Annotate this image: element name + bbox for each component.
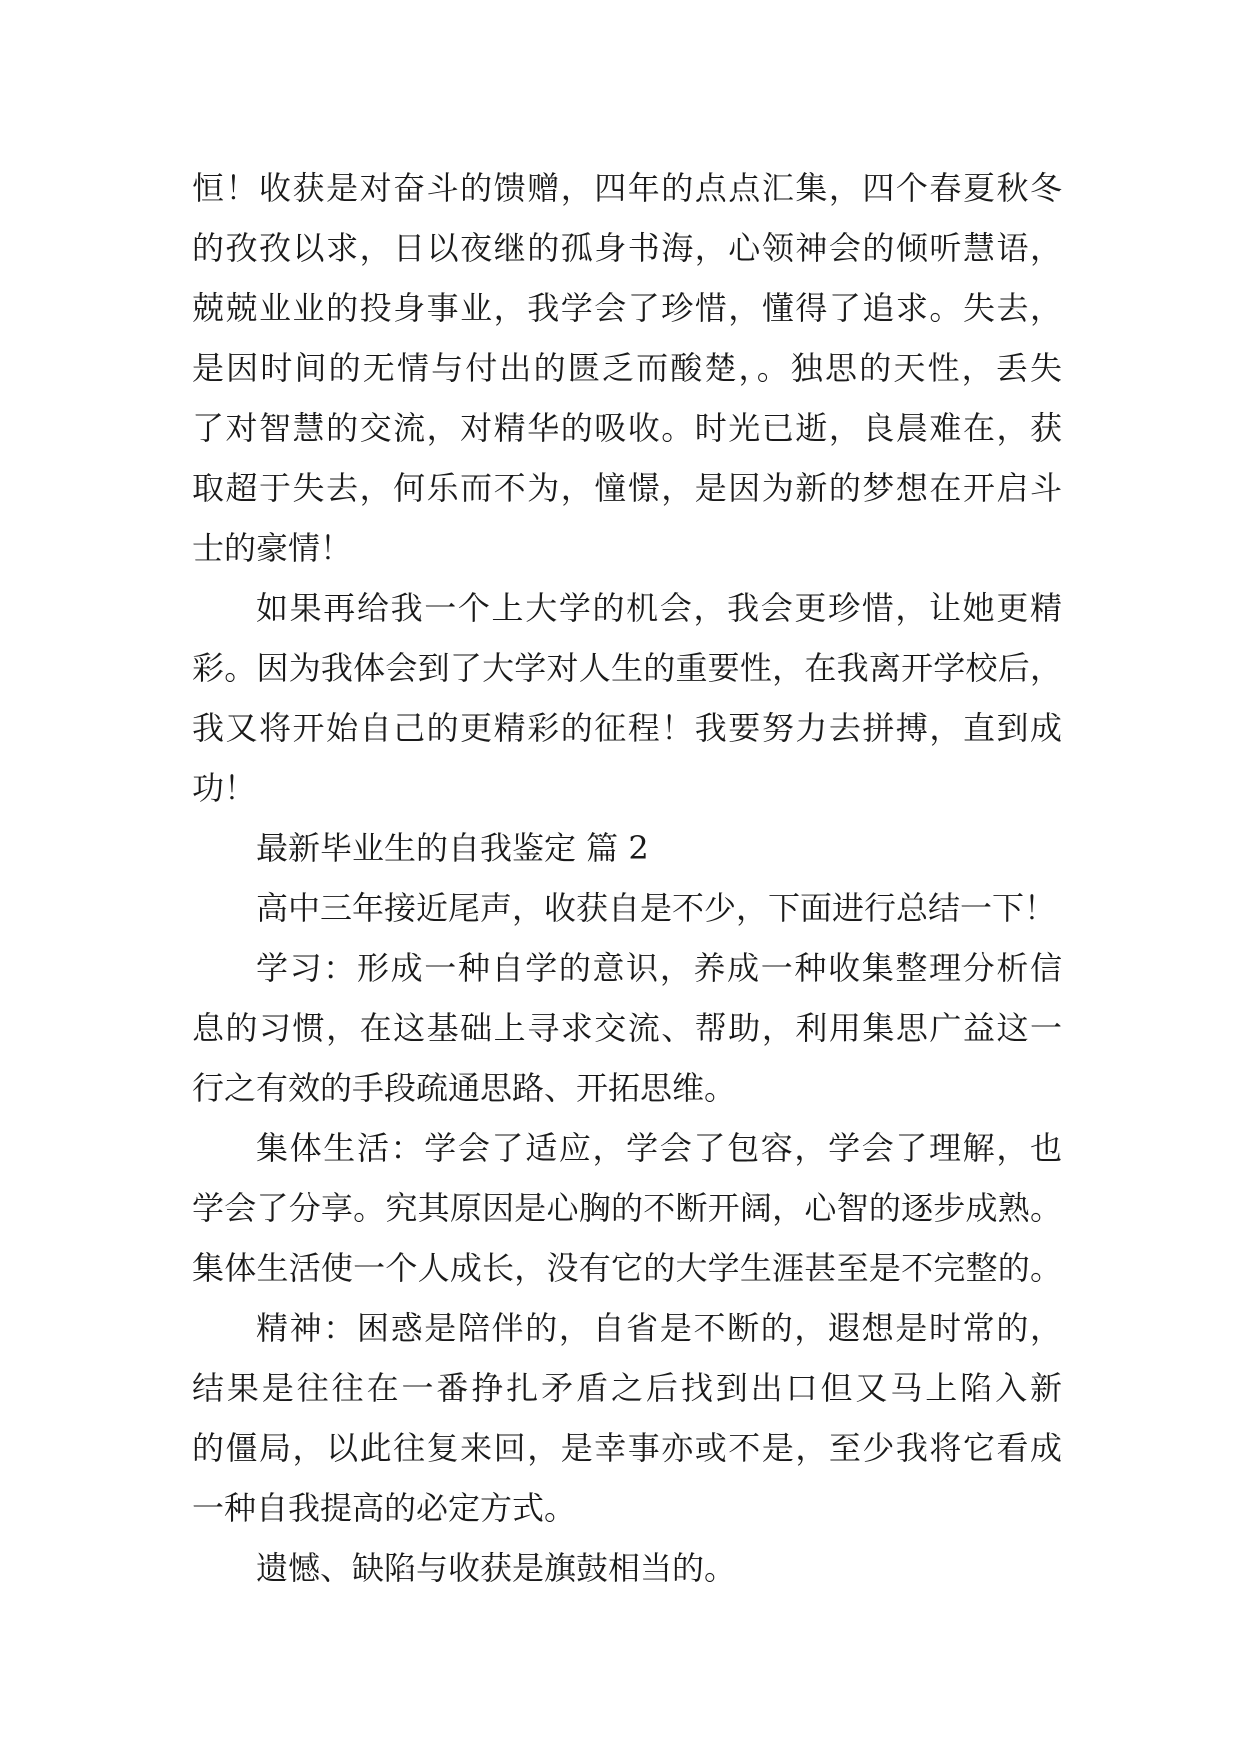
paragraph-7: [192, 1538, 1062, 1598]
paragraph-2: [192, 578, 1062, 818]
text-line: 了对智慧的交流，对精华的吸收。时光已逝，良晨难在，获: [192, 409, 1062, 447]
text-line: 结果是往往在一番挣扎矛盾之后找到出口但又马上陷入新: [192, 1369, 1062, 1407]
text-line: 行之有效的手段疏通思路、开拓思维。: [192, 1069, 737, 1107]
text-line: 兢兢业业的投身事业，我学会了珍惜，懂得了追求。失去，: [192, 289, 1062, 327]
text-line: 集体生活使一个人成长，没有它的大学生涯甚至是不完整的。: [192, 1249, 1062, 1287]
text-line: 彩。因为我体会到了大学对人生的重要性，在我离开学校后，: [192, 649, 1062, 687]
text-line: 精神：困惑是陪伴的，自省是不断的，遐想是时常的，: [256, 1309, 1062, 1347]
text-line: 士的豪情！: [192, 529, 353, 567]
text-line: 高中三年接近尾声，收获自是不少，下面进行总结一下！: [256, 889, 1057, 927]
text-line: 的孜孜以求，日以夜继的孤身书海，心领神会的倾听慧语，: [192, 229, 1062, 267]
paragraph-5: [192, 1118, 1062, 1298]
heading-text: 最新毕业生的自我鉴定 篇 2: [256, 829, 649, 867]
text-line: 息的习惯，在这基础上寻求交流、帮助，利用集思广益这一: [192, 1009, 1062, 1047]
text-line: 如果再给我一个上大学的机会，我会更珍惜，让她更精: [256, 589, 1062, 627]
paragraph-1: [192, 158, 1062, 578]
text-line: 集体生活：学会了适应，学会了包容，学会了理解，也: [256, 1129, 1062, 1167]
text-line: 是因时间的无情与付出的匮乏而酸楚，。独思的天性，丢失: [192, 349, 1062, 387]
text-line: 一种自我提高的必定方式。: [192, 1489, 577, 1527]
text-line: 学习：形成一种自学的意识，养成一种收集整理分析信: [256, 949, 1062, 987]
paragraph-3: [192, 878, 1062, 938]
paragraph-4: [192, 938, 1062, 1118]
section-heading: [192, 818, 1062, 878]
document-body: [192, 158, 1062, 1598]
text-line: 功！: [192, 769, 257, 807]
text-line: 取超于失去，何乐而不为，憧憬，是因为新的梦想在开启斗: [192, 469, 1062, 507]
text-line: 我又将开始自己的更精彩的征程！我要努力去拼搏，直到成: [192, 709, 1062, 747]
text-line: 恒！收获是对奋斗的馈赠，四年的点点汇集，四个春夏秋冬: [192, 169, 1062, 207]
paragraph-6: [192, 1298, 1062, 1538]
text-line: 遗憾、缺陷与收获是旗鼓相当的。: [256, 1549, 737, 1587]
text-line: 的僵局，以此往复来回，是幸事亦或不是，至少我将它看成: [192, 1429, 1062, 1467]
text-line: 学会了分享。究其原因是心胸的不断开阔，心智的逐步成熟。: [192, 1189, 1062, 1227]
